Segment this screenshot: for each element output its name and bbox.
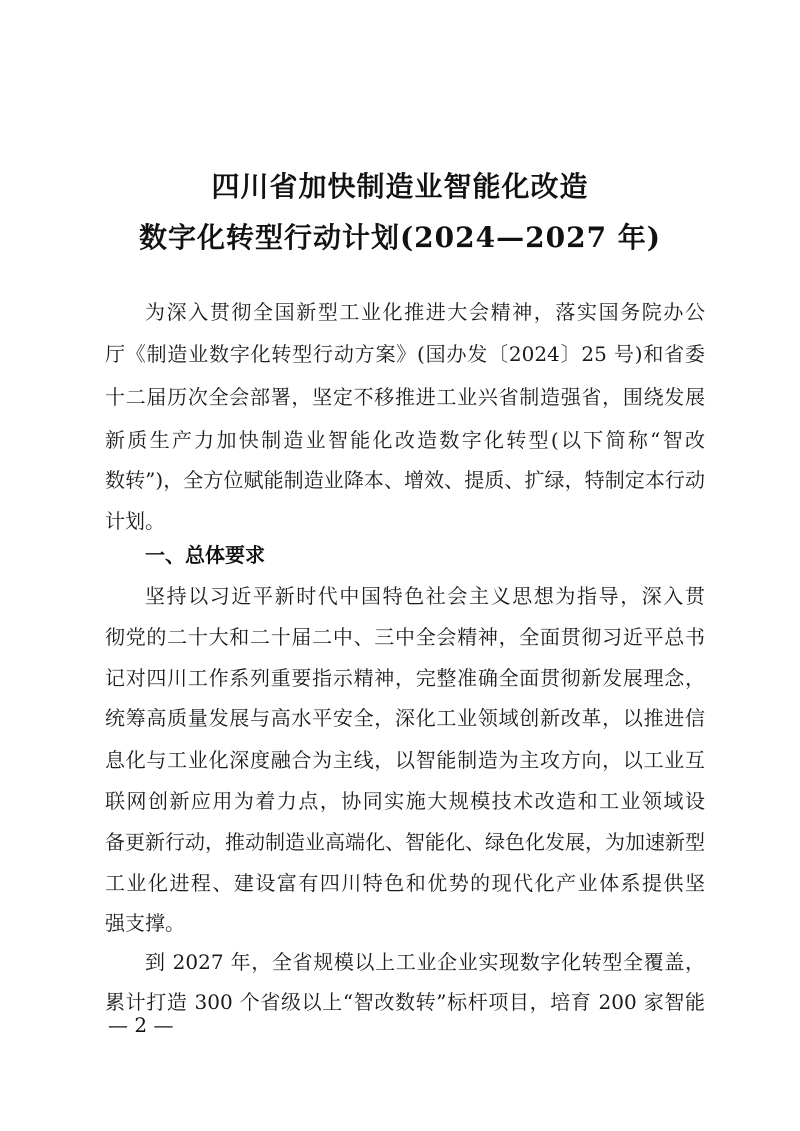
- section1-line-7: 备更新行动，推动制造业高端化、智能化、绿色化发展，为加速新型: [105, 830, 705, 854]
- intro-line-1: 为深入贯彻全国新型工业化推进大会精神，落实国务院办公: [145, 300, 705, 324]
- goal-line-1: 到 2027 年，全省规模以上工业企业实现数字化转型全覆盖，: [145, 950, 705, 974]
- section1-line-5: 息化与工业化深度融合为主线，以智能制造为主攻方向，以工业互: [105, 748, 705, 772]
- section1-line-4: 统筹高质量发展与高水平安全，深化工业领域创新改革，以推进信: [105, 706, 705, 730]
- document-title-line-2: 数字化转型行动计划(2024—2027 年): [138, 221, 662, 254]
- intro-line-4: 新质生产力加快制造业智能化改造数字化转型(以下简称“智改: [105, 428, 705, 452]
- section-heading-general-requirements: 一、总体要求: [145, 543, 265, 567]
- page-number: — 2 —: [108, 1013, 174, 1037]
- section1-line-9: 强支撑。: [105, 911, 185, 935]
- intro-line-2: 厅《制造业数字化转型行动方案》(国办发〔2024〕25 号)和省委: [105, 342, 705, 366]
- section1-line-3: 记对四川工作系列重要指示精神，完整准确全面贯彻新发展理念，: [105, 666, 705, 690]
- intro-line-5: 数转”)，全方位赋能制造业降本、增效、提质、扩绿，特制定本行动: [105, 468, 705, 492]
- section1-line-6: 联网创新应用为着力点，协同实施大规模技术改造和工业领域设: [105, 789, 705, 813]
- section1-line-2: 彻党的二十大和二十届二中、三中全会精神，全面贯彻习近平总书: [105, 625, 705, 649]
- section1-line-1: 坚持以习近平新时代中国特色社会主义思想为指导，深入贯: [145, 584, 705, 608]
- goal-line-2: 累计打造 300 个省级以上“智改数转”标杆项目，培育 200 家智能: [105, 990, 705, 1014]
- intro-line-6: 计划。: [105, 509, 165, 533]
- intro-line-3: 十二届历次全会部署，坚定不移推进工业兴省制造强省，围绕发展: [105, 385, 705, 409]
- document-title-line-1: 四川省加快制造业智能化改造: [211, 170, 589, 203]
- section1-line-8: 工业化进程、建设富有四川特色和优势的现代化产业体系提供坚: [105, 871, 705, 895]
